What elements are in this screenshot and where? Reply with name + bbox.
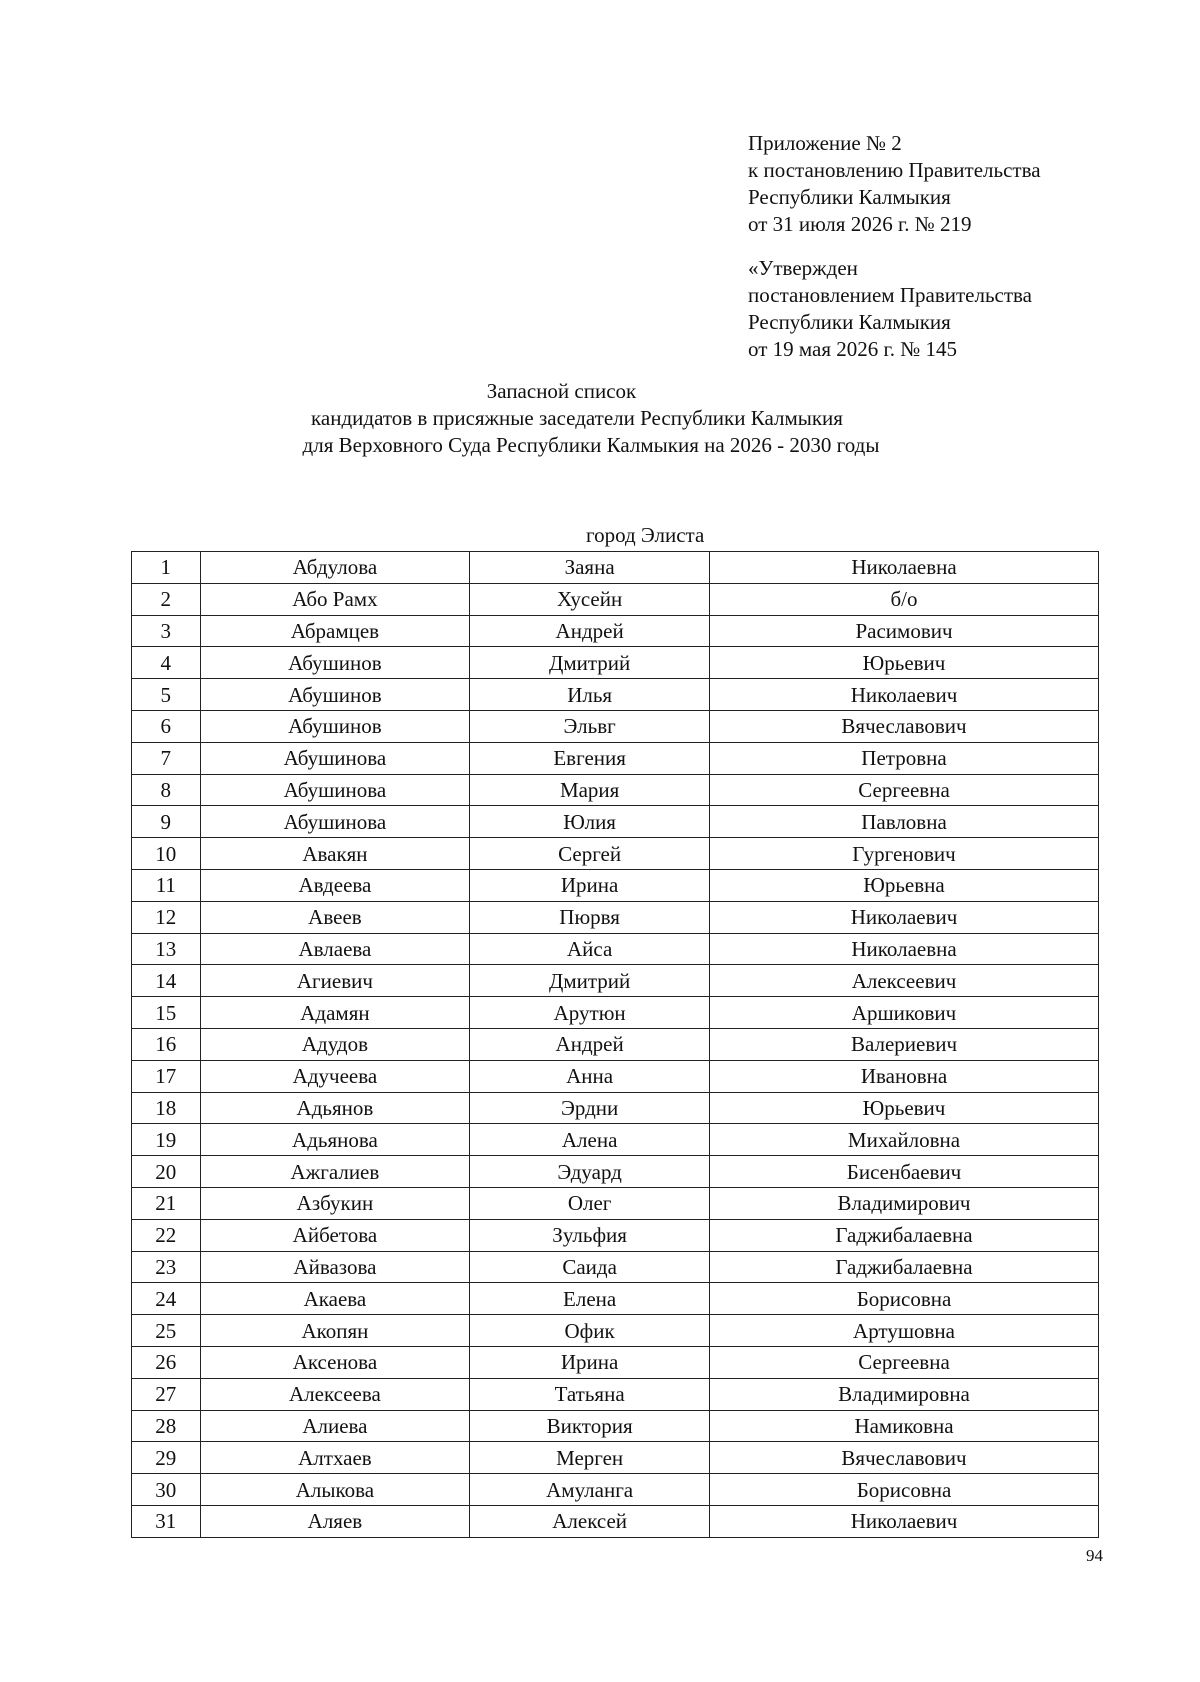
- first-name-cell: Андрей: [470, 615, 710, 647]
- first-name-cell: Заяна: [470, 552, 710, 584]
- title-line: для Верховного Суда Республики Калмыкия на 2026 - 2030 годы: [302, 433, 880, 457]
- table-row: [132, 1187, 1099, 1219]
- row-number-cell: 26: [132, 1346, 201, 1378]
- appendix-line: Приложение № 2: [748, 131, 902, 155]
- last-name-cell: Азбукин: [200, 1187, 470, 1219]
- first-name-cell: Амуланга: [470, 1474, 710, 1506]
- patronymic-cell: Расимович: [710, 615, 1099, 647]
- table-row: [132, 647, 1099, 679]
- first-name-cell: Мария: [470, 774, 710, 806]
- row-number-cell: 9: [132, 806, 201, 838]
- last-name-cell: Авлаева: [200, 933, 470, 965]
- patronymic-cell: Николаевич: [710, 1505, 1099, 1537]
- table-row: [132, 1060, 1099, 1092]
- row-number-cell: 27: [132, 1378, 201, 1410]
- last-name-cell: Алтхаев: [200, 1442, 470, 1474]
- first-name-cell: Анна: [470, 1060, 710, 1092]
- last-name-cell: Абдулова: [200, 552, 470, 584]
- row-number-cell: 20: [132, 1156, 201, 1188]
- row-number-cell: 21: [132, 1187, 201, 1219]
- last-name-cell: Алексеева: [200, 1378, 470, 1410]
- last-name-cell: Авдеева: [200, 869, 470, 901]
- table-row: [132, 615, 1099, 647]
- row-number-cell: 11: [132, 869, 201, 901]
- table-row: [132, 1219, 1099, 1251]
- patronymic-cell: Владимирович: [710, 1187, 1099, 1219]
- patronymic-cell: Петровна: [710, 742, 1099, 774]
- last-name-cell: Алиева: [200, 1410, 470, 1442]
- row-number-cell: 19: [132, 1124, 201, 1156]
- table-row: [132, 901, 1099, 933]
- patronymic-cell: б/о: [710, 583, 1099, 615]
- last-name-cell: Аляев: [200, 1505, 470, 1537]
- first-name-cell: Эльвг: [470, 710, 710, 742]
- table-row: [132, 1442, 1099, 1474]
- row-number-cell: 13: [132, 933, 201, 965]
- row-number-cell: 1: [132, 552, 201, 584]
- first-name-cell: Пюрвя: [470, 901, 710, 933]
- row-number-cell: 12: [132, 901, 201, 933]
- approval-line: постановлением Правительства: [748, 283, 1033, 307]
- approval-line: от 19 мая 2026 г. № 145: [748, 337, 958, 361]
- patronymic-cell: Михайловна: [710, 1124, 1099, 1156]
- approval-line: Республики Калмыкия: [748, 310, 951, 334]
- row-number-cell: 5: [132, 679, 201, 711]
- patronymic-cell: Николаевна: [710, 552, 1099, 584]
- first-name-cell: Алексей: [470, 1505, 710, 1537]
- table-row: [132, 710, 1099, 742]
- patronymic-cell: Павловна: [710, 806, 1099, 838]
- patronymic-cell: Гаджибалаевна: [710, 1219, 1099, 1251]
- patronymic-cell: Николаевич: [710, 901, 1099, 933]
- table-row: [132, 583, 1099, 615]
- first-name-cell: Алена: [470, 1124, 710, 1156]
- row-number-cell: 24: [132, 1283, 201, 1315]
- last-name-cell: Адучеева: [200, 1060, 470, 1092]
- row-number-cell: 29: [132, 1442, 201, 1474]
- first-name-cell: Юлия: [470, 806, 710, 838]
- table-row: [132, 774, 1099, 806]
- last-name-cell: Адудов: [200, 1028, 470, 1060]
- table-row: [132, 869, 1099, 901]
- patronymic-cell: Гургенович: [710, 838, 1099, 870]
- patronymic-cell: Аршикович: [710, 997, 1099, 1029]
- patronymic-cell: Намиковна: [710, 1410, 1099, 1442]
- first-name-cell: Айса: [470, 933, 710, 965]
- patronymic-cell: Валериевич: [710, 1028, 1099, 1060]
- table-row: [132, 742, 1099, 774]
- table-row: [132, 1283, 1099, 1315]
- patronymic-cell: Николаевна: [710, 933, 1099, 965]
- patronymic-cell: Сергеевна: [710, 774, 1099, 806]
- first-name-cell: Офик: [470, 1315, 710, 1347]
- last-name-cell: Аксенова: [200, 1346, 470, 1378]
- last-name-cell: Абушинов: [200, 647, 470, 679]
- first-name-cell: Дмитрий: [470, 965, 710, 997]
- row-number-cell: 30: [132, 1474, 201, 1506]
- patronymic-cell: Юрьевна: [710, 869, 1099, 901]
- document-title: [0, 378, 1200, 459]
- first-name-cell: Сергей: [470, 838, 710, 870]
- row-number-cell: 16: [132, 1028, 201, 1060]
- row-number-cell: 15: [132, 997, 201, 1029]
- approval-line: «Утвержден: [748, 256, 858, 280]
- patronymic-cell: Гаджибалаевна: [710, 1251, 1099, 1283]
- row-number-cell: 17: [132, 1060, 201, 1092]
- last-name-cell: Абушинов: [200, 710, 470, 742]
- appendix-header: [748, 130, 1041, 363]
- first-name-cell: Виктория: [470, 1410, 710, 1442]
- first-name-cell: Елена: [470, 1283, 710, 1315]
- last-name-cell: Айвазова: [200, 1251, 470, 1283]
- last-name-cell: Абушинов: [200, 679, 470, 711]
- row-number-cell: 23: [132, 1251, 201, 1283]
- patronymic-cell: Ивановна: [710, 1060, 1099, 1092]
- patronymic-cell: Вячеславович: [710, 710, 1099, 742]
- row-number-cell: 6: [132, 710, 201, 742]
- table-row: [132, 838, 1099, 870]
- first-name-cell: Мерген: [470, 1442, 710, 1474]
- appendix-line: к постановлению Правительства: [748, 158, 1041, 182]
- row-number-cell: 3: [132, 615, 201, 647]
- first-name-cell: Зульфия: [470, 1219, 710, 1251]
- table-row: [132, 1505, 1099, 1537]
- last-name-cell: Або Рамх: [200, 583, 470, 615]
- patronymic-cell: Вячеславович: [710, 1442, 1099, 1474]
- first-name-cell: Эрдни: [470, 1092, 710, 1124]
- last-name-cell: Айбетова: [200, 1219, 470, 1251]
- row-number-cell: 28: [132, 1410, 201, 1442]
- last-name-cell: Акопян: [200, 1315, 470, 1347]
- first-name-cell: Андрей: [470, 1028, 710, 1060]
- table-row: [132, 933, 1099, 965]
- first-name-cell: Евгения: [470, 742, 710, 774]
- first-name-cell: Илья: [470, 679, 710, 711]
- last-name-cell: Абушинова: [200, 742, 470, 774]
- patronymic-cell: Борисовна: [710, 1283, 1099, 1315]
- last-name-cell: Абушинова: [200, 774, 470, 806]
- last-name-cell: Акаева: [200, 1283, 470, 1315]
- jurors-table: [131, 551, 1099, 1538]
- first-name-cell: Ирина: [470, 869, 710, 901]
- patronymic-cell: Артушовна: [710, 1315, 1099, 1347]
- last-name-cell: Адьянова: [200, 1124, 470, 1156]
- table-row: [132, 1251, 1099, 1283]
- last-name-cell: Авакян: [200, 838, 470, 870]
- first-name-cell: Олег: [470, 1187, 710, 1219]
- table-row: [132, 1346, 1099, 1378]
- table-row: [132, 1410, 1099, 1442]
- row-number-cell: 25: [132, 1315, 201, 1347]
- row-number-cell: 10: [132, 838, 201, 870]
- first-name-cell: Эдуард: [470, 1156, 710, 1188]
- first-name-cell: Хусейн: [470, 583, 710, 615]
- table-row: [132, 1156, 1099, 1188]
- first-name-cell: Дмитрий: [470, 647, 710, 679]
- patronymic-cell: Николаевич: [710, 679, 1099, 711]
- last-name-cell: Ажгалиев: [200, 1156, 470, 1188]
- table-row: [132, 1124, 1099, 1156]
- first-name-cell: Саида: [470, 1251, 710, 1283]
- table-row: [132, 1474, 1099, 1506]
- appendix-line: от 31 июля 2026 г. № 219: [748, 212, 972, 236]
- last-name-cell: Абрамцев: [200, 615, 470, 647]
- title-line: кандидатов в присяжные заседатели Республики Калмыкия: [311, 406, 843, 430]
- patronymic-cell: Борисовна: [710, 1474, 1099, 1506]
- last-name-cell: Адамян: [200, 997, 470, 1029]
- table-row: [132, 679, 1099, 711]
- last-name-cell: Агиевич: [200, 965, 470, 997]
- patronymic-cell: Бисенбаевич: [710, 1156, 1099, 1188]
- patronymic-cell: Алексеевич: [710, 965, 1099, 997]
- table-row: [132, 552, 1099, 584]
- last-name-cell: Адьянов: [200, 1092, 470, 1124]
- patronymic-cell: Юрьевич: [710, 647, 1099, 679]
- table-row: [132, 1378, 1099, 1410]
- row-number-cell: 14: [132, 965, 201, 997]
- table-row: [132, 806, 1099, 838]
- city-heading: город Элиста: [586, 523, 705, 547]
- table-row: [132, 1092, 1099, 1124]
- table-row: [132, 997, 1099, 1029]
- patronymic-cell: Юрьевич: [710, 1092, 1099, 1124]
- row-number-cell: 18: [132, 1092, 201, 1124]
- table-row: [132, 1028, 1099, 1060]
- patronymic-cell: Сергеевна: [710, 1346, 1099, 1378]
- row-number-cell: 31: [132, 1505, 201, 1537]
- row-number-cell: 7: [132, 742, 201, 774]
- first-name-cell: Ирина: [470, 1346, 710, 1378]
- row-number-cell: 4: [132, 647, 201, 679]
- last-name-cell: Абушинова: [200, 806, 470, 838]
- row-number-cell: 2: [132, 583, 201, 615]
- last-name-cell: Алыкова: [200, 1474, 470, 1506]
- title-line: Запасной список: [486, 379, 637, 403]
- page-number: 94: [1086, 1546, 1103, 1565]
- table-row: [132, 1315, 1099, 1347]
- row-number-cell: 22: [132, 1219, 201, 1251]
- table-row: [132, 965, 1099, 997]
- first-name-cell: Татьяна: [470, 1378, 710, 1410]
- appendix-line: Республики Калмыкия: [748, 185, 951, 209]
- row-number-cell: 8: [132, 774, 201, 806]
- first-name-cell: Арутюн: [470, 997, 710, 1029]
- last-name-cell: Авеев: [200, 901, 470, 933]
- patronymic-cell: Владимировна: [710, 1378, 1099, 1410]
